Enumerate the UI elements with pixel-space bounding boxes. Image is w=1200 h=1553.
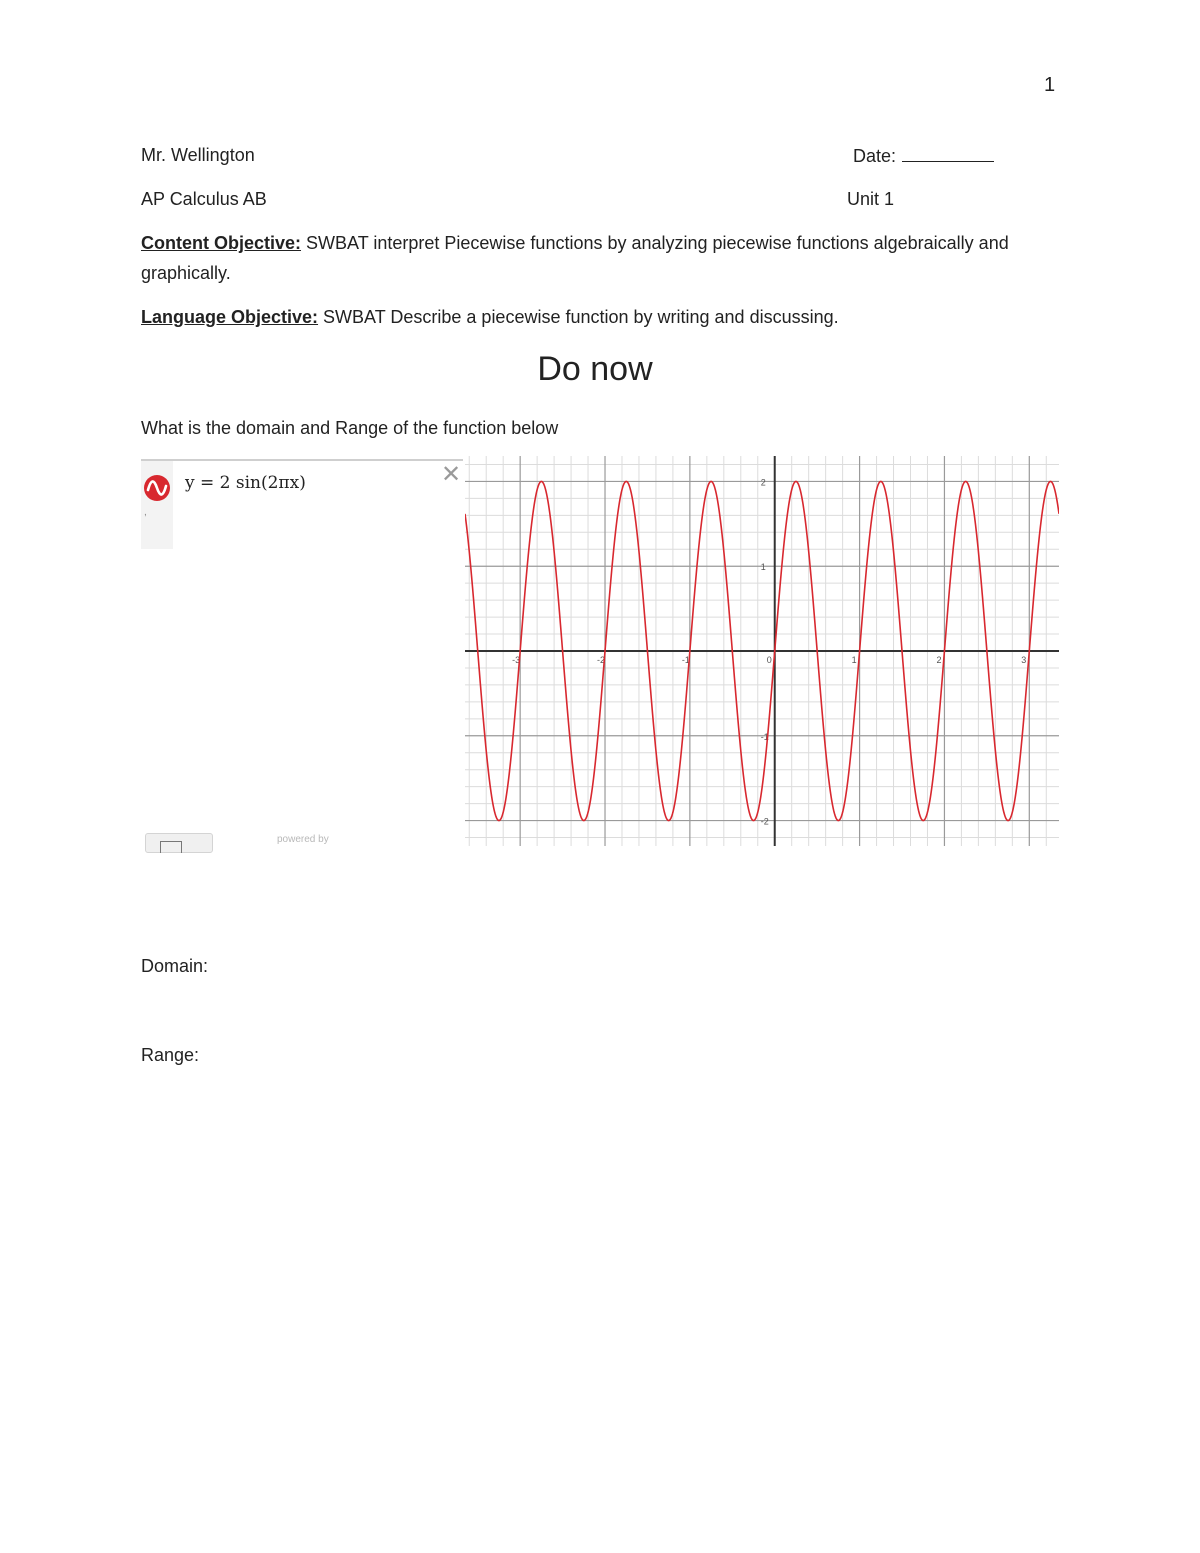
x-tick-label: 1 — [851, 655, 857, 665]
x-tick-label: -3 — [512, 655, 521, 665]
content-objective — [141, 228, 1051, 288]
domain-label: Domain: — [141, 956, 209, 976]
do-now-heading: Do now — [537, 350, 653, 388]
page-number: 1 — [1044, 74, 1056, 96]
language-objective-label: Language Objective: — [141, 307, 319, 327]
y-tick-label: 2 — [760, 477, 766, 488]
date-blank-line[interactable] — [902, 145, 994, 162]
unit-label: Unit 1 — [847, 189, 895, 209]
keyboard-icon — [160, 841, 182, 853]
teacher-name: Mr. Wellington — [141, 145, 255, 165]
y-tick-label: -1 — [760, 731, 769, 742]
date-label: Date: — [853, 146, 897, 166]
expression-input[interactable]: y = 2 sin(2πx) — [185, 473, 306, 493]
range-label: Range: — [141, 1045, 200, 1065]
do-now-question: What is the domain and Range of the function below — [141, 418, 559, 438]
function-graph[interactable] — [465, 456, 1059, 851]
y-tick-label: -2 — [760, 816, 769, 827]
gutter-mark: , — [144, 507, 147, 518]
x-tick-label: -1 — [681, 655, 690, 665]
x-tick-label: 2 — [936, 655, 942, 665]
close-icon[interactable]: ✕ — [441, 461, 462, 488]
language-objective-text: SWBAT Describe a piecewise function by writing and discussing. — [318, 307, 839, 327]
language-objective — [141, 302, 1051, 332]
date-field — [853, 145, 994, 167]
x-tick-label: 3 — [1021, 655, 1027, 665]
expression-panel — [141, 457, 463, 847]
y-tick-label: 1 — [760, 562, 766, 573]
desmos-logo-icon — [144, 475, 170, 501]
powered-by-text: powered by — [277, 834, 329, 845]
course-name: AP Calculus AB — [141, 189, 267, 209]
keyboard-button[interactable] — [145, 833, 213, 853]
x-tick-label: -2 — [597, 655, 606, 665]
content-objective-text: SWBAT interpret Piecewise functions by analyzing piecewise functions algebraically and graphically. — [141, 233, 1009, 283]
x-tick-label: 0 — [766, 655, 772, 665]
content-objective-label: Content Objective: — [141, 233, 302, 253]
panel-divider — [141, 459, 463, 461]
graph-canvas — [465, 456, 1059, 846]
